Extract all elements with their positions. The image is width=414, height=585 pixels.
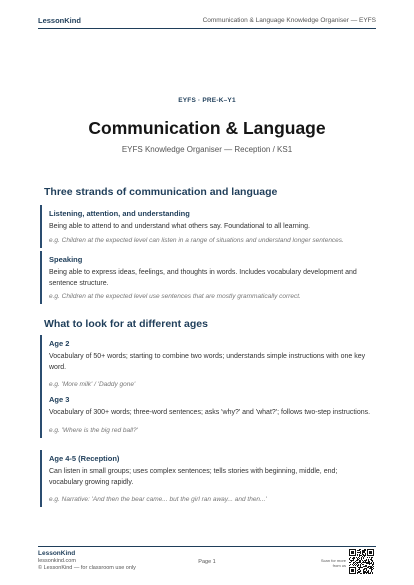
card-title: Age 4-5 (Reception) — [49, 454, 120, 463]
card-title: Age 2 — [49, 339, 70, 348]
footer-divider — [38, 546, 376, 547]
card-title: Age 3 — [49, 395, 70, 404]
card-title: Speaking — [49, 255, 83, 264]
strand-card-speaking — [40, 251, 372, 304]
card-body: Being able to express ideas, feelings, and thoughts in words. Includes vocabulary development and sentence structure. — [49, 269, 357, 287]
header-doc-title: Communication & Language Knowledge Organiser — EYFS — [202, 16, 376, 24]
qr-caption: Scan for more from us — [320, 558, 346, 568]
page-title: Communication & Language — [88, 118, 326, 138]
age-card-3 — [40, 391, 372, 438]
card-example: e.g. Narrative: 'And then the bear came... but the girl ran away... and then...' — [49, 496, 267, 503]
strand-card-listening — [40, 205, 372, 248]
footer-copyright: © LessonKind — for classroom use only — [38, 565, 136, 571]
age-card-4-5 — [40, 450, 372, 507]
qr-code-icon — [349, 549, 374, 574]
card-body: Being able to attend to and understand what others say. Foundational to all learning. — [49, 223, 310, 230]
header-brand: LessonKind — [38, 15, 81, 25]
age-card-2 — [40, 335, 372, 392]
level-tag: EYFS · PRE-K–Y1 — [178, 97, 236, 104]
header-divider — [38, 28, 376, 29]
ages-heading: What to look for at different ages — [44, 318, 208, 330]
strands-heading: Three strands of communication and language — [44, 186, 278, 198]
footer-site: lessonkind.com — [38, 558, 76, 564]
page-subtitle: EYFS Knowledge Organiser — Reception / KS1 — [121, 145, 293, 154]
card-example: e.g. 'Where is the big red ball?' — [49, 426, 138, 434]
card-body: Can listen in small groups; uses complex sentences; tells stories with beginning, middle, end; vocabulary growing rapidly. — [49, 468, 338, 486]
page-number: Page 1 — [198, 559, 216, 565]
page-header — [38, 12, 376, 28]
card-body: Vocabulary of 50+ words; starting to combine two words; understands simple instructions with one key word. — [49, 353, 366, 371]
card-title: Listening, attention, and understanding — [49, 209, 190, 218]
card-example: e.g. 'More milk' / 'Daddy gone' — [49, 381, 136, 388]
footer-brand: LessonKind — [38, 550, 76, 557]
card-body: Vocabulary of 300+ words; three-word sentences; asks 'why?' and 'what?'; follows two-step instructions. — [49, 409, 371, 416]
card-example: e.g. Children at the expected level can listen in a range of situations and understand longer sentences. — [49, 236, 344, 244]
card-example: e.g. Children at the expected level use sentences that are mostly grammatically correct. — [49, 293, 301, 300]
